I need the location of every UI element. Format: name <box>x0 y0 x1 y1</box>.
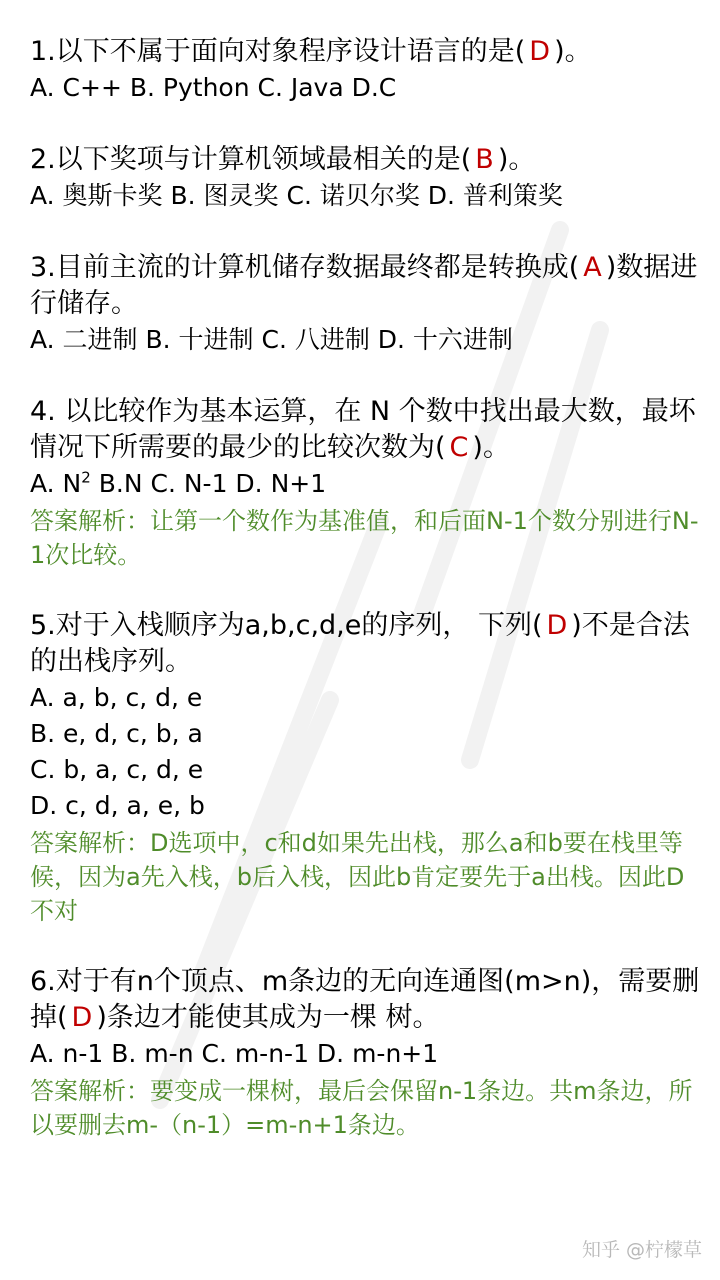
question-3-stem-end: )数据进行储存。 <box>30 252 698 319</box>
question-1-stem: 1.以下不属于面向对象程序设计语言的是( <box>30 36 526 67</box>
question-5-option-d: D. c, d, a, e, b <box>30 791 205 820</box>
question-3-stem: 3.目前主流的计算机储存数据最终都是转换成( <box>30 252 580 283</box>
question-1-stem-end: )。 <box>554 36 592 67</box>
question-5-option-b: B. e, d, c, b, a <box>30 719 203 748</box>
question-5-stem: 5.对于入栈顺序为a,b,c,d,e的序列， 下列( <box>30 610 543 641</box>
question-4-explanation: 答案解析：让第一个数作为基准值，和后面N-1个数分别进行N-1次比较。 <box>30 507 699 569</box>
question-3-answer: A <box>583 252 602 283</box>
question-4-superscript: 2 <box>81 468 91 487</box>
question-4-options <box>30 466 700 502</box>
question-6-options: A. n-1 B. m-n C. m-n-1 D. m-n+1 <box>30 1039 439 1068</box>
question-3-options: A. 二进制 B. 十进制 C. 八进制 D. 十六进制 <box>30 325 513 354</box>
question-4-stem-end: )。 <box>472 432 510 463</box>
question-4-options-rest: B.N C. N-1 D. N+1 <box>90 469 327 498</box>
question-5-text <box>30 608 700 680</box>
question-6-text <box>30 964 700 1036</box>
question-5-answer: D <box>546 610 568 641</box>
question-6-stem-end: )条边才能使其成为一棵 树。 <box>96 1002 440 1033</box>
question-6-answer: D <box>71 1002 93 1033</box>
author-watermark: 知乎 @柠檬草 <box>581 1239 702 1261</box>
question-5-option-a: A. a, b, c, d, e <box>30 683 203 712</box>
question-5-stem-end: )不是合法的出栈序列。 <box>30 610 690 677</box>
question-2-answer: B <box>475 144 494 175</box>
question-5-explanation: 答案解析：D选项中，c和d如果先出栈，那么a和b要在栈里等候，因为a先入栈，b后入栈，因此b肯定要先于a出栈。因此D不对 <box>30 829 685 925</box>
question-4-option-a: A. N <box>30 469 82 498</box>
question-1-options: A. C++ B. Python C. Java D.C <box>30 73 397 102</box>
question-4-stem: 4. 以比较作为基本运算，在 N 个数中找出最大数，最坏情况下所需要的最少的比较次数为( <box>30 396 696 463</box>
question-1 <box>30 34 700 106</box>
question-5 <box>30 608 700 928</box>
question-5-option-c: C. b, a, c, d, e <box>30 755 204 784</box>
question-2-stem-end: )。 <box>497 144 536 175</box>
question-2 <box>30 142 700 214</box>
question-2-text <box>30 142 700 178</box>
question-4-answer: C <box>449 432 469 463</box>
question-2-stem: 2.以下奖项与计算机领域最相关的是( <box>30 144 472 175</box>
question-4 <box>30 394 700 572</box>
question-sheet <box>30 34 700 1178</box>
question-4-text <box>30 394 700 466</box>
question-6-stem: 6.对于有n个顶点、m条边的无向连通图(m>n)，需要删掉( <box>30 966 700 1033</box>
question-2-options: A. 奥斯卡奖 B. 图灵奖 C. 诺贝尔奖 D. 普利策奖 <box>30 181 563 210</box>
question-3-text <box>30 250 700 322</box>
question-1-answer: D <box>529 36 551 67</box>
question-1-text <box>30 34 700 70</box>
question-6 <box>30 964 700 1142</box>
question-6-explanation: 答案解析：要变成一棵树，最后会保留n-1条边。共m条边，所以要删去m-（n-1）=m-n+1条边。 <box>30 1077 693 1139</box>
question-3 <box>30 250 700 358</box>
